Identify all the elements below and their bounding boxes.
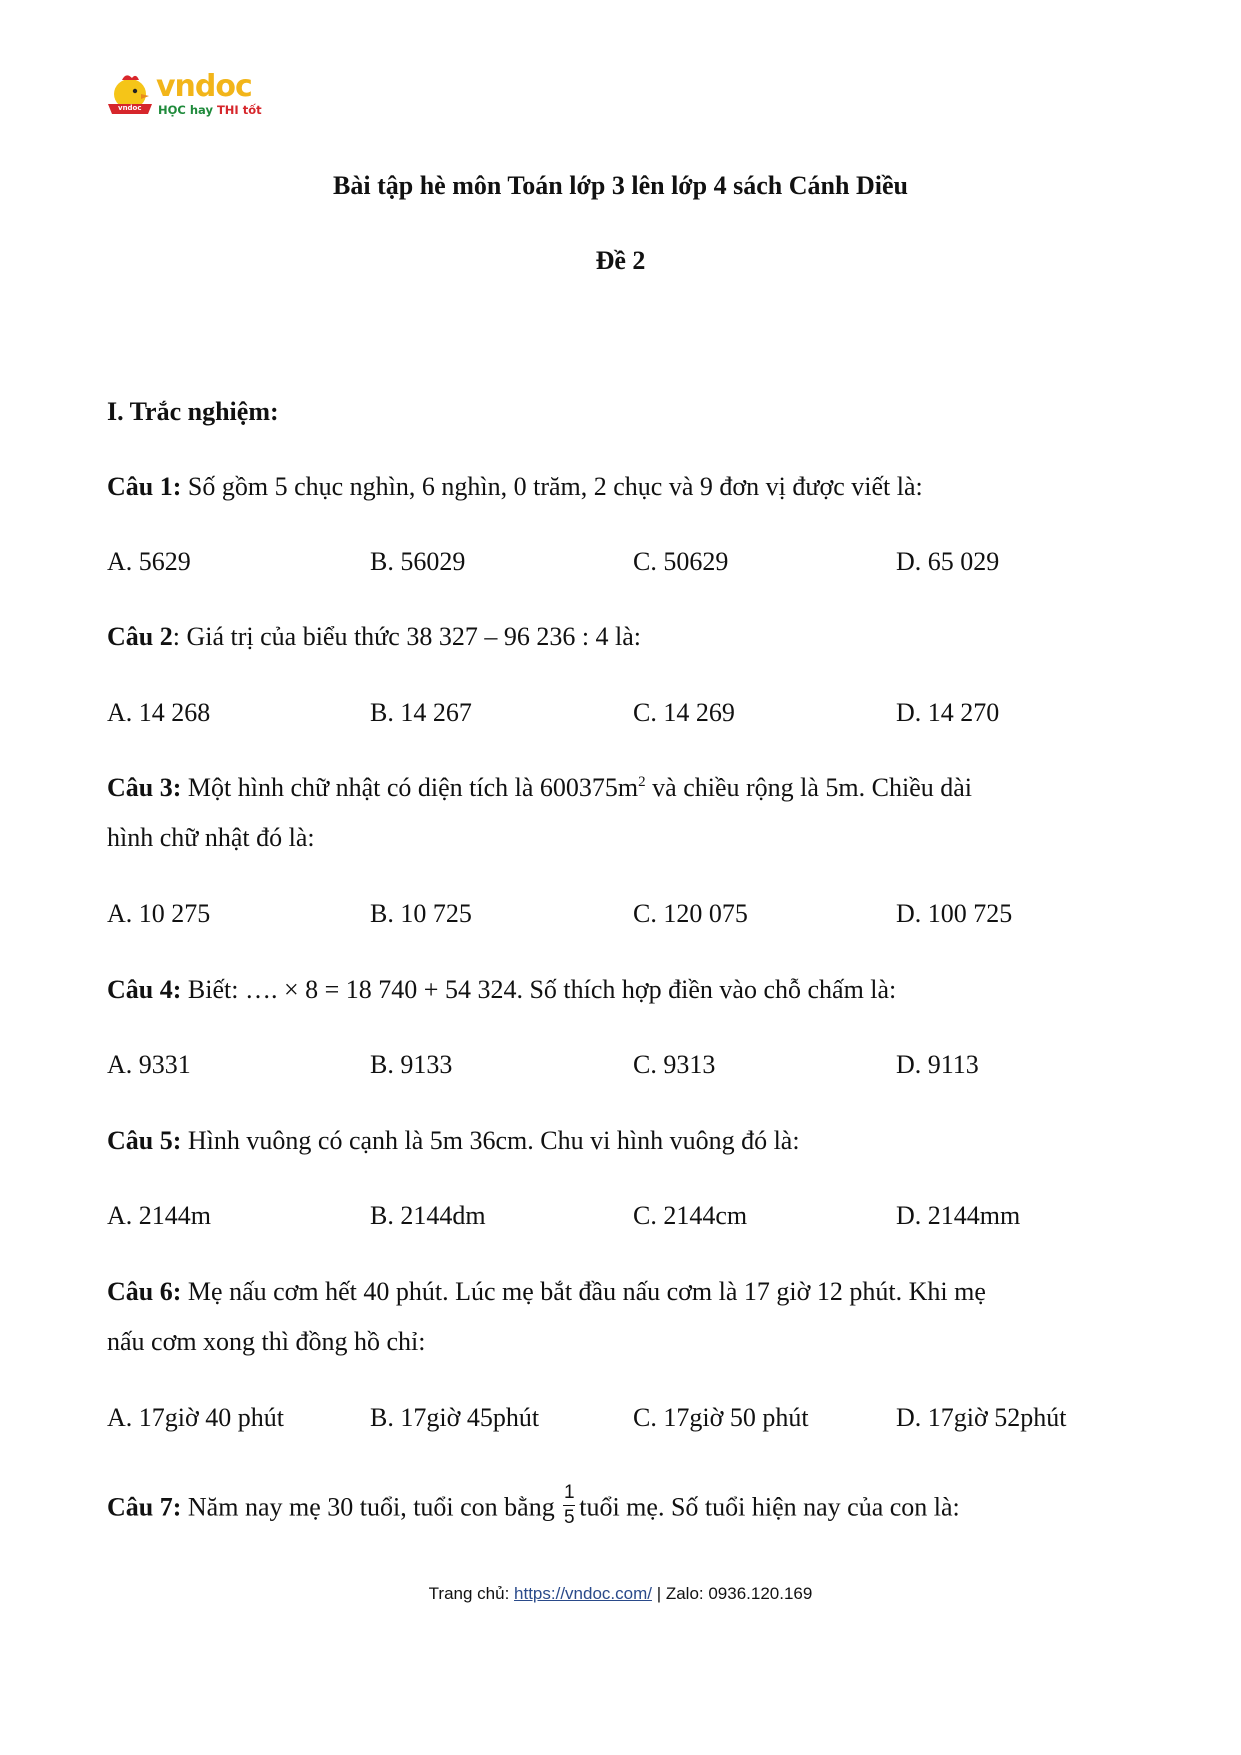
question-text-cont: tuổi mẹ. Số tuổi hiện nay của con là: — [579, 1492, 960, 1522]
option-c: C. 9313 — [633, 1050, 716, 1079]
option-a: A. 17giờ 40 phút — [107, 1403, 284, 1432]
question-7 — [107, 1482, 960, 1533]
question-3-line-2: hình chữ nhật đó là: — [107, 823, 315, 852]
vndoc-logo — [106, 70, 266, 126]
option-d: D. 17giờ 52phút — [896, 1403, 1067, 1432]
question-text: Mẹ nấu cơm hết 40 phút. Lúc mẹ bắt đầu nấu cơm là 17 giờ 12 phút. Khi mẹ — [181, 1277, 986, 1306]
option-b: B. 10 725 — [370, 899, 472, 928]
page-footer — [0, 1584, 1241, 1604]
question-1 — [107, 472, 923, 502]
question-text: Biết: …. × 8 = 18 740 + 54 324. Số thích hợp điền vào chỗ chấm là: — [181, 975, 897, 1004]
fraction-denominator: 5 — [563, 1507, 575, 1528]
logo-slogan — [158, 103, 262, 117]
option-d: D. 65 029 — [896, 547, 1000, 576]
slogan-part-1: HỌC hay — [158, 103, 213, 117]
option-b: B. 2144dm — [370, 1201, 486, 1230]
question-text: Hình vuông có cạnh là 5m 36cm. Chu vi hình vuông đó là: — [181, 1126, 800, 1155]
footer-home-link[interactable]: https://vndoc.com/ — [514, 1584, 652, 1603]
option-c: C. 120 075 — [633, 899, 748, 928]
option-d: D. 100 725 — [896, 899, 1013, 928]
section-heading: I. Trắc nghiệm: — [107, 397, 279, 426]
question-4 — [107, 975, 896, 1005]
option-a: A. 5629 — [107, 547, 191, 576]
question-label: Câu 7: — [107, 1492, 182, 1522]
option-b: B. 14 267 — [370, 698, 472, 727]
option-a: A. 2144m — [107, 1201, 211, 1230]
document-subtitle: Đề 2 — [595, 246, 646, 275]
question-6-line-2: nấu cơm xong thì đồng hồ chỉ: — [107, 1327, 426, 1356]
option-a: A. 14 268 — [107, 698, 211, 727]
footer-contact: | Zalo: 0936.120.169 — [651, 1584, 813, 1603]
question-6 — [107, 1277, 986, 1307]
question-label: Câu 5: — [107, 1126, 182, 1155]
question-text-cont: và chiều rộng là 5m. Chiều dài — [645, 773, 973, 802]
question-text: : Giá trị của biểu thức 38 327 – 96 236 : 4 là: — [172, 622, 642, 651]
question-2 — [107, 622, 641, 652]
logo-brand-text: vndoc — [156, 69, 252, 104]
option-d: D. 2144mm — [896, 1201, 1021, 1230]
document-title: Bài tập hè môn Toán lớp 3 lên lớp 4 sách Cánh Diều — [333, 171, 908, 200]
question-text: Số gồm 5 chục nghìn, 6 nghìn, 0 trăm, 2 chục và 9 đơn vị được viết là: — [181, 472, 923, 501]
option-c: C. 2144cm — [633, 1201, 748, 1230]
question-text: Một hình chữ nhật có diện tích là 600375m — [181, 773, 639, 802]
question-label: Câu 1: — [107, 472, 182, 501]
fraction-bar — [563, 1505, 575, 1506]
option-a: A. 10 275 — [107, 899, 211, 928]
superscript: 2 — [638, 774, 646, 790]
mascot-label: vndoc — [118, 104, 142, 112]
question-label: Câu 4: — [107, 975, 182, 1004]
option-b: B. 9133 — [370, 1050, 453, 1079]
question-label: Câu 3: — [107, 773, 182, 802]
footer-prefix: Trang chủ: — [428, 1584, 515, 1603]
option-a: A. 9331 — [107, 1050, 191, 1079]
question-label: Câu 6: — [107, 1277, 182, 1306]
fraction-numerator: 1 — [563, 1482, 575, 1503]
question-label: Câu 2 — [107, 622, 173, 651]
option-d: D. 9113 — [896, 1050, 979, 1079]
question-text: Năm nay mẹ 30 tuổi, tuổi con bằng — [181, 1492, 555, 1522]
question-3 — [107, 773, 972, 803]
question-5 — [107, 1126, 800, 1156]
fraction — [563, 1482, 575, 1529]
option-c: C. 17giờ 50 phút — [633, 1403, 809, 1432]
option-d: D. 14 270 — [896, 698, 1000, 727]
slogan-part-2: THI tốt — [216, 103, 262, 117]
option-b: B. 56029 — [370, 547, 466, 576]
option-c: C. 14 269 — [633, 698, 735, 727]
option-c: C. 50629 — [633, 547, 729, 576]
option-b: B. 17giờ 45phút — [370, 1403, 540, 1432]
